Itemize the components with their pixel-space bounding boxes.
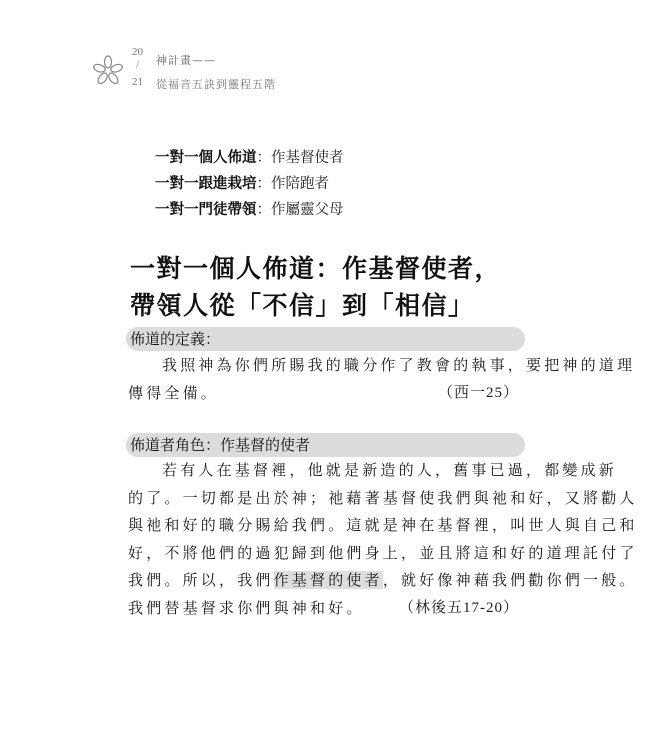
- outline-item-role: ：作陪跑者: [256, 176, 329, 192]
- heading-line-2: 帶領人從「不信」到「相信」: [130, 291, 475, 320]
- outline-item-term: 一對一個人佈道: [155, 149, 257, 166]
- page-number-right: 21: [132, 76, 143, 88]
- quote-line: 若有人在基督裡，他就是新造的人，舊事已過，都變成新: [162, 461, 618, 479]
- quote-line: [128, 595, 523, 623]
- scripture-quote-definition: [128, 352, 636, 407]
- quote-line-text: 我們替基督求你們與神和好。: [128, 598, 365, 617]
- book-subtitle: 從福音五訣到靈程五階: [156, 78, 276, 91]
- outline-item: [155, 145, 344, 171]
- quote-line: 我照神為你們所賜我的職分作了教會的執事，要把神的道理: [162, 356, 636, 374]
- page-number-left: 20: [132, 46, 143, 58]
- highlighted-phrase: 作基督的使者: [273, 571, 383, 589]
- section-outline: [155, 145, 344, 223]
- chapter-heading: [130, 250, 501, 324]
- quote-text: ，就好像神藉我們勸你們一般。: [382, 571, 638, 589]
- quote-text: 我們。所以，我們: [128, 571, 274, 589]
- quote-line: [128, 380, 523, 408]
- quote-line-text: 傳得全備。: [128, 383, 220, 402]
- scripture-quote-role: [128, 457, 638, 622]
- outline-item-term: 一對一跟進栽培: [155, 175, 257, 192]
- section-title-definition: 佈道的定義：: [126, 327, 525, 351]
- outline-item-term: 一對一門徒帶領: [155, 201, 257, 218]
- outline-item-role: ：作基督使者: [256, 150, 344, 166]
- section-title-role: 佈道者角色：作基督的使者: [126, 433, 525, 457]
- quote-line: 的了。一切都是出於神；祂藉著基督使我們與祂和好，又將勸人: [128, 488, 638, 507]
- quote-line: 好，不將他們的過犯歸到他們身上，並且將這和好的道理託付了: [128, 543, 638, 562]
- outline-item: [155, 197, 344, 223]
- heading-line-1: 一對一個人佈道：作基督使者，: [130, 254, 502, 283]
- page-number-separator: /: [136, 59, 140, 71]
- flower-knot-icon: [92, 54, 124, 86]
- quote-line: [128, 567, 638, 595]
- quote-line: 與祂和好的職分賜給我們。這就是神在基督裡，叫世人與自己和: [128, 516, 638, 534]
- book-title: 神計畫——: [156, 54, 216, 67]
- scripture-reference: （西一25）: [437, 384, 519, 401]
- outline-item-role: ：作屬靈父母: [256, 202, 344, 218]
- outline-item: [155, 171, 344, 197]
- running-header: [92, 46, 392, 94]
- scripture-reference: （林後五17-20）: [399, 599, 519, 616]
